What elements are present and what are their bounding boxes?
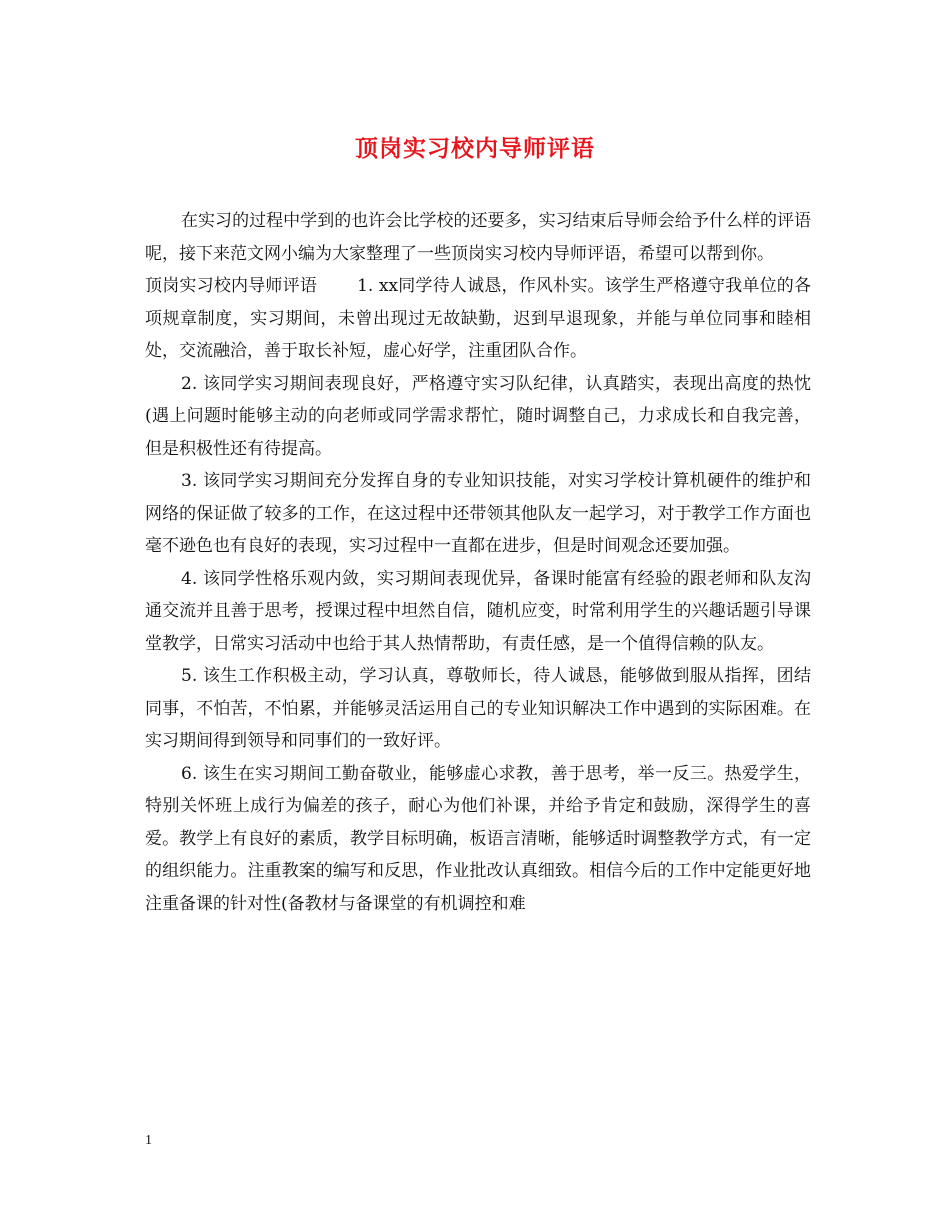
page-number: 1	[145, 1133, 152, 1148]
document-title: 顶岗实习校内导师评语	[355, 135, 595, 162]
list-item: 5. 该生工作积极主动，学习认真，尊敬师长，待人诚恳，能够做到服从指挥，团结同事，不怕苦，不怕累，并能够灵活运用自己的专业知识解决工作中遇到的实际困难。在实习期间得到领导和同事们的一致好评。	[145, 666, 811, 751]
list-item: 4. 该同学性格乐观内敛，实习期间表现优异，备课时能富有经验的跟老师和队友沟通交流并且善于思考，授课过程中坦然自信，随机应变，时常利用学生的兴趣话题引导课堂教学，日常实习活动中也给于其人热情帮助，有责任感，是一个值得信赖的队友。	[145, 568, 811, 654]
list-item: 6. 该生在实习期间工勤奋敬业，能够虚心求教，善于思考，举一反三。热爱学生，特别关怀班上成行为偏差的孩子，耐心为他们补课，并给予肯定和鼓励，深得学生的喜爱。教学上有良好的素质，教学目标明确，板语言清晰，能够适时调整教学方式，有一定的组织能力。注重教案的编写和反思，作业批改认真细致。相信今后的工作中定能更好地注重备课的针对性(备教材与备课堂的有机调控和难	[145, 763, 811, 914]
list-item: 3. 该同学实习期间充分发挥自身的专业知识技能，对实习学校计算机硬件的维护和网络的保证做了较多的工作，在这过程中还带领其他队友一起学习，对于教学工作方面也毫不逊色也有良好的表现，实习过程中一直都在进步，但是时间观念还要加强。	[145, 471, 811, 556]
list-item: 2. 该同学实习期间表现良好，严格遵守实习队纪律，认真踏实，表现出高度的热忱(遇上问题时能够主动的向老师或同学需求帮忙，随时调整自己，力求成长和自我完善，但是积极性还有待提高。	[145, 373, 811, 459]
list-item	[145, 270, 811, 368]
section-heading: 顶岗实习校内导师评语	[145, 276, 318, 296]
list-item-text: 1. xx同学待人诚恳，作风朴实。该学生严格遵守我单位的各项规章制度，实习期间，未曾出现过无故缺勤，迟到早退现象，并能与单位同事和睦相处，交流融洽，善于取长补短，虚心好学，注重团队合作。	[145, 276, 811, 361]
document-body	[145, 205, 811, 920]
intro-paragraph: 在实习的过程中学到的也许会比学校的还要多，实习结束后导师会给予什么样的评语呢，接下来范文网小编为大家整理了一些顶岗实习校内导师评语，希望可以帮到你。	[145, 211, 811, 264]
